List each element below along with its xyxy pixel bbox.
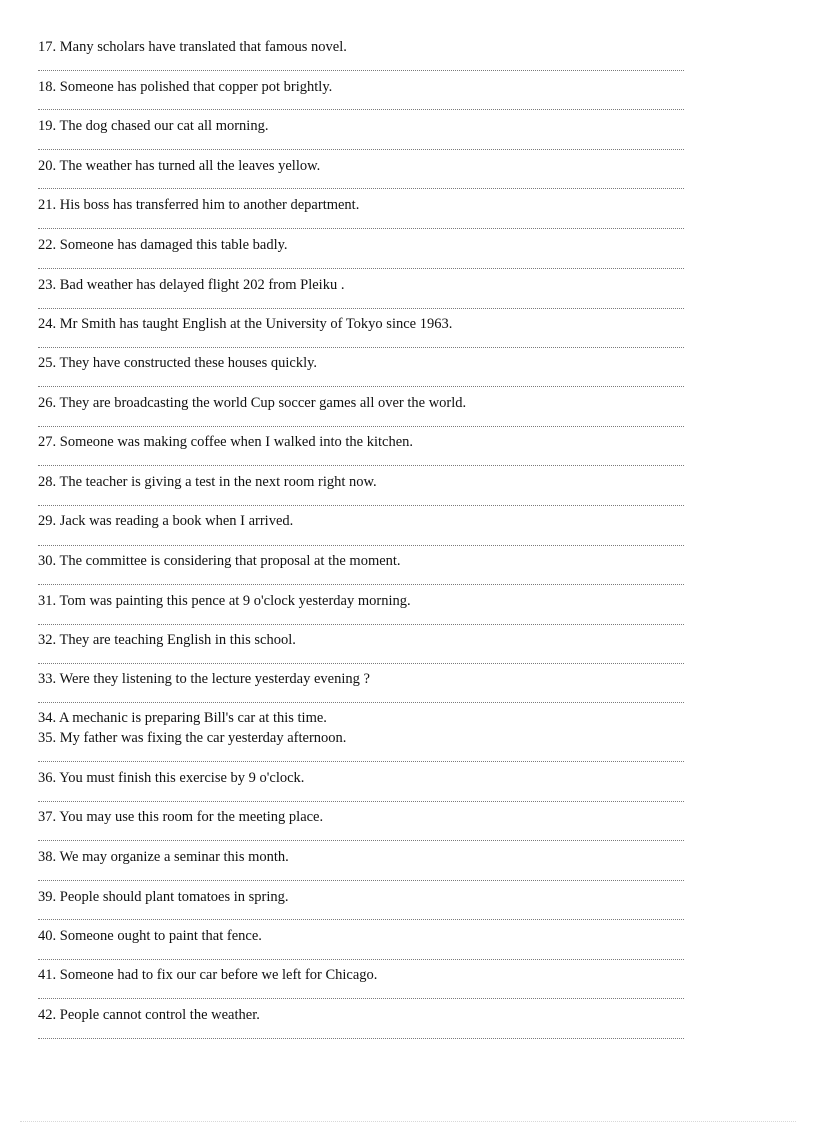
answer-line[interactable] bbox=[38, 840, 684, 841]
exercise-text: 17. Many scholars have translated that famous novel. bbox=[38, 39, 347, 55]
answer-line[interactable] bbox=[38, 959, 684, 960]
answer-line[interactable] bbox=[38, 801, 684, 802]
exercise-text: 19. The dog chased our cat all morning. bbox=[38, 118, 269, 134]
answer-line[interactable] bbox=[38, 347, 684, 348]
exercise-text: 27. Someone was making coffee when I walked into the kitchen. bbox=[38, 434, 414, 450]
answer-line[interactable] bbox=[38, 308, 684, 309]
exercise-text: 31. Tom was painting this pence at 9 o'clock yesterday morning. bbox=[38, 593, 411, 609]
exercise-text: 32. They are teaching English in this school. bbox=[38, 632, 296, 648]
exercise-text: 29. Jack was reading a book when I arrived. bbox=[38, 513, 294, 529]
answer-line[interactable] bbox=[38, 268, 684, 269]
answer-line[interactable] bbox=[38, 761, 684, 762]
exercise-text: 25. They have constructed these houses quickly. bbox=[38, 355, 318, 371]
exercise-text: 40. Someone ought to paint that fence. bbox=[38, 928, 262, 944]
answer-line[interactable] bbox=[38, 663, 684, 664]
answer-line[interactable] bbox=[38, 149, 684, 150]
exercise-text: 34. A mechanic is preparing Bill's car at this time. bbox=[38, 710, 327, 726]
answer-line[interactable] bbox=[38, 919, 684, 920]
answer-line[interactable] bbox=[38, 228, 684, 229]
page-footer-divider bbox=[20, 1121, 796, 1122]
answer-line[interactable] bbox=[38, 880, 684, 881]
exercise-text: 41. Someone had to fix our car before we left for Chicago. bbox=[38, 967, 378, 983]
exercise-text: 38. We may organize a seminar this month. bbox=[38, 849, 289, 865]
answer-line[interactable] bbox=[38, 545, 684, 546]
answer-line[interactable] bbox=[38, 505, 684, 506]
answer-line[interactable] bbox=[38, 70, 684, 71]
exercise-text: 36. You must finish this exercise by 9 o'clock. bbox=[38, 770, 305, 786]
answer-line[interactable] bbox=[38, 624, 684, 625]
answer-line[interactable] bbox=[38, 465, 684, 466]
exercise-text: 30. The committee is considering that proposal at the moment. bbox=[38, 553, 401, 569]
answer-line[interactable] bbox=[38, 998, 684, 999]
answer-line[interactable] bbox=[38, 386, 684, 387]
exercise-text: 39. People should plant tomatoes in spring. bbox=[38, 889, 289, 905]
answer-line[interactable] bbox=[38, 584, 684, 585]
exercise-text: 37. You may use this room for the meeting place. bbox=[38, 809, 324, 825]
exercise-text: 35. My father was fixing the car yesterday afternoon. bbox=[38, 730, 347, 746]
answer-line[interactable] bbox=[38, 702, 684, 703]
exercise-text: 21. His boss has transferred him to another department. bbox=[38, 197, 360, 213]
exercise-text: 28. The teacher is giving a test in the next room right now. bbox=[38, 474, 377, 490]
exercise-text: 23. Bad weather has delayed flight 202 from Pleiku . bbox=[38, 277, 345, 293]
exercise-text: 18. Someone has polished that copper pot brightly. bbox=[38, 79, 333, 95]
exercise-text: 26. They are broadcasting the world Cup soccer games all over the world. bbox=[38, 395, 467, 411]
answer-line[interactable] bbox=[38, 426, 684, 427]
exercise-text: 42. People cannot control the weather. bbox=[38, 1007, 260, 1023]
exercise-text: 22. Someone has damaged this table badly. bbox=[38, 237, 288, 253]
exercise-text: 20. The weather has turned all the leaves yellow. bbox=[38, 158, 321, 174]
answer-line[interactable] bbox=[38, 109, 684, 110]
answer-line[interactable] bbox=[38, 188, 684, 189]
exercise-text: 33. Were they listening to the lecture yesterday evening ? bbox=[38, 671, 370, 687]
answer-line[interactable] bbox=[38, 1038, 684, 1039]
exercise-text: 24. Mr Smith has taught English at the University of Tokyo since 1963. bbox=[38, 316, 453, 332]
